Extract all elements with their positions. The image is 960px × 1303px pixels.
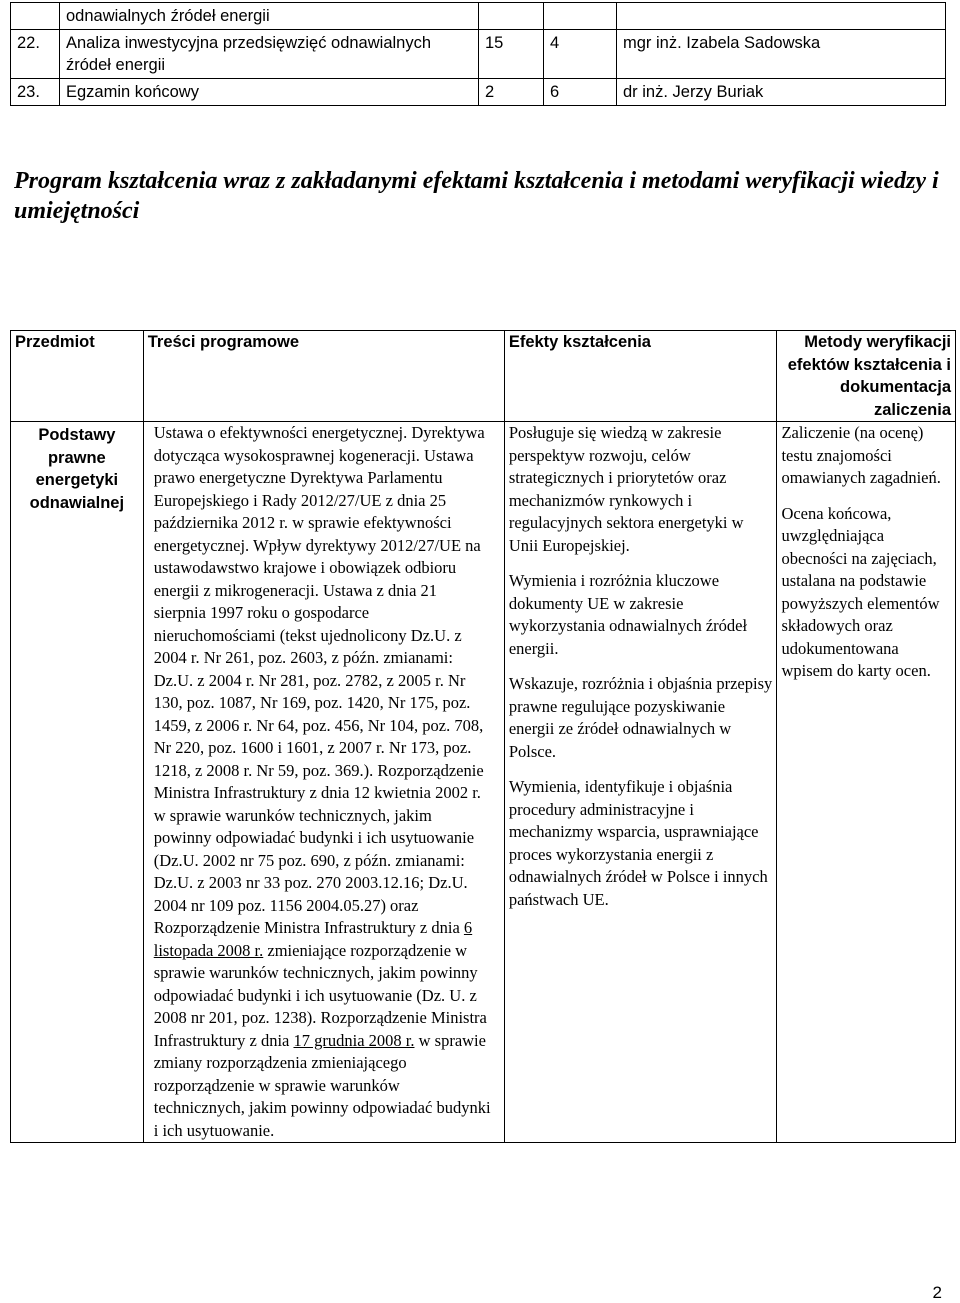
content-text: Ustawa o efektywności energetycznej. Dyrektywa dotycząca wysokosprawnej kogeneracji. Ustawa prawo energetyczne Dyrektywa Parlamentu Europejskiego i Rady 2012/27/UE z dnia 25 października 2012 r. w sprawie efektywności energetycznej. Wpływ dyrektywy 2012/27/UE na ustawodawstwo krajowe i obowiązek odbioru energii z mikrogeneracji. Ustawa z dnia 21 sierpnia 1997 roku o gospodarce nieruchomościami (tekst ujednolicony Dz.U. z 2004 r. Nr 261, poz. 2603, z późn. zmianami: Dz.U. z 2004 r. Nr 281, poz. 2782, z 2005 r. Nr 130, poz. 1087, Nr 169, poz. 1420, Nr 175, poz. 1459, z 2006 r. Nr 64, poz. 456, Nr 104, poz. 708, Nr 220, poz. 1600 i 1601, z 2007 r. Nr 173, poz. 1218, z 2008 r. Nr 59, poz. 369.). Rozporządzenie Ministra Infrastruktury z dnia 12 kwietnia 2002 r. w sprawie warunków technicznych, jakim powinny odpowiadać budynki i ich usytuowanie (Dz.U. 2002 nr 75 poz. 690, z późn. zmianami: Dz.U. z 2003 nr 33 poz. 270 2003.12.16; Dz.U. 2004 nr 109 poz. 1156 2004.05.27) oraz Rozporządzenie Ministra Infrastruktury z dnia xyxy=(153,423,485,937)
table-header-row xyxy=(11,331,956,422)
hours-value: 15 xyxy=(479,30,544,79)
row-number xyxy=(11,3,60,30)
method-item: Zaliczenie (na ocenę) testu znajomości omawianych zagadnień. xyxy=(781,423,941,487)
header-subject: Przedmiot xyxy=(11,331,144,422)
verification-methods xyxy=(777,422,956,1143)
course-name: Analiza inwestycyjna przedsięwzięć odnawialnych źródeł energii xyxy=(60,30,479,79)
program-table xyxy=(10,330,956,1143)
course-name: odnawialnych źródeł energii xyxy=(60,3,479,30)
table-row xyxy=(11,422,956,1143)
effect-item: Posługuje się wiedzą w zakresie perspektyw rozwoju, celów strategicznych i priorytetów oraz mechanizmów rynkowych i regulacyjnych sektora energetyki w Unii Europejskiej. xyxy=(508,423,744,555)
page-number: 2 xyxy=(932,1283,942,1302)
effect-item: Wymienia i rozróżnia kluczowe dokumenty UE w zakresie wykorzystania odnawialnych źródeł energii. xyxy=(508,571,748,658)
row-number: 22. xyxy=(11,30,60,79)
courses-table xyxy=(10,2,946,106)
header-methods: Metody weryfikacji efektów kształcenia i dokumentacja zaliczenia xyxy=(777,331,956,422)
learning-effects xyxy=(504,422,777,1143)
hours-value: 2 xyxy=(479,79,544,106)
table-row xyxy=(11,3,946,30)
header-effects: Efekty kształcenia xyxy=(504,331,777,422)
content-date-underlined: 17 grudnia 2008 r. xyxy=(293,1030,415,1050)
teacher-name: dr inż. Jerzy Buriak xyxy=(617,79,946,106)
header-content: Treści programowe xyxy=(143,331,504,422)
table-row xyxy=(11,30,946,79)
table-row xyxy=(11,79,946,106)
teacher-name: mgr inż. Izabela Sadowska xyxy=(617,30,946,79)
semester-value: 4 xyxy=(544,30,617,79)
content-date-underlined: 6 listopada 2008 r. xyxy=(153,918,473,960)
method-item: Ocena końcowa, uwzględniająca obecności na zajęciach, ustalana na podstawie powyższych elementów składowych oraz udokumentowana wpisem do karty ocen. xyxy=(781,503,940,680)
semester-value: 6 xyxy=(544,79,617,106)
subject-name: Podstawy prawne energetyki odnawialnej xyxy=(11,422,144,1143)
row-number: 23. xyxy=(11,79,60,106)
semester-value xyxy=(544,3,617,30)
content-text: zmieniające rozporządzenie w sprawie warunków technicznych, jakim powinny odpowiadać budynki i ich usytuowanie (Dz. U. z 2008 nr 201, poz. 1238). Rozporządzenie Ministra Infrastruktury z dnia xyxy=(153,940,487,1050)
section-heading: Program kształcenia wraz z zakładanymi efektami kształcenia i metodami weryfikacji wiedzy i umiejętności xyxy=(14,168,939,224)
program-content xyxy=(143,422,504,1143)
hours-value xyxy=(479,3,544,30)
course-name: Egzamin końcowy xyxy=(60,79,479,106)
content-text: w sprawie zmiany rozporządzenia zmieniającego rozporządzenie w sprawie warunków technicznych, jakim powinny odpowiadać budynki i ich usytuowanie. xyxy=(153,1030,491,1140)
teacher-name xyxy=(617,3,946,30)
effect-item: Wymienia, identyfikuje i objaśnia procedury administracyjne i mechanizmy wsparcia, usprawniające proces wykorzystania energii z odnawialnych źródeł w Polsce i innych państwach UE. xyxy=(508,777,768,909)
effect-item: Wskazuje, rozróżnia i objaśnia przepisy prawne regulujące pozyskiwanie energii ze źródeł odnawialnych w Polsce. xyxy=(508,674,773,761)
